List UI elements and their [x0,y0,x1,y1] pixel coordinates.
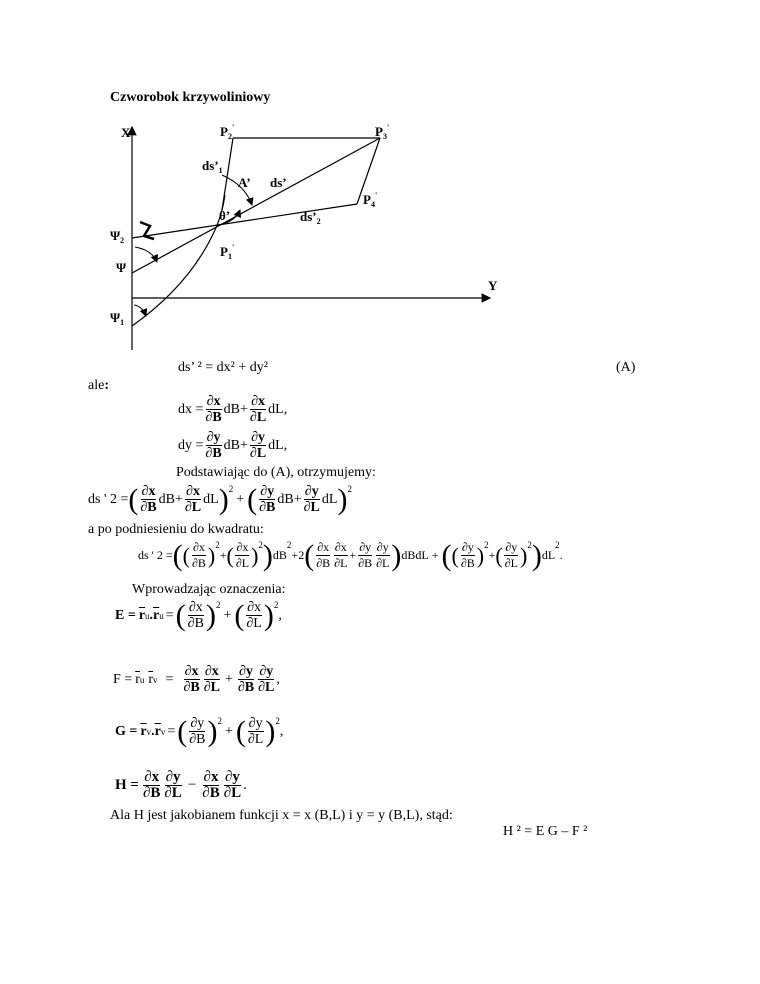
equation-h: H = $\frac{\partial x}{\partial B}$ $\frac{\partial y}{\partial L}$ − $\frac{\partial x}{\partial B}$ $\frac{\partial y}{\partial L}$ . [115,769,247,801]
angle-arc-psi1 [134,305,146,316]
label-ds: ds’ [270,175,287,190]
label-p4: $P_4'$ [363,191,378,209]
curve-psi1 [132,195,225,326]
label-ds2: $ds’_2$ [300,209,321,226]
label-a: A’ [238,175,251,190]
ale-label: ale: [88,378,109,393]
diagonal-ds [132,138,380,273]
label-x: X [121,125,131,140]
equation-g: G = $\overline{r}$ v . $\overline{r}$ v = ( $\frac{\partial y}{\partial B}$ ) $^2$ + ( $\frac{\partial y}{\partial L}$ ) $^2$ , [115,714,284,748]
introducing-text: Wprowadzając oznaczenia: [132,582,286,597]
label-y: Y [488,278,498,293]
label-theta: θ’ [219,208,231,223]
final-equation: H ² = E G – F ² [503,824,588,839]
jacobian-text: Ala H jest jakobianem funkcji x = x (B,L) i y = y (B,L), stąd: [110,808,453,823]
equation-a-tag: (A) [616,360,636,375]
after-square-text: a po podniesieniu do kwadratu: [88,522,264,537]
side-p1-p2 [222,138,233,210]
label-p1: $P_1'$ [220,243,235,261]
label-ds1: $ds’_1$ [202,158,223,175]
side-ds2 [132,204,357,238]
equation-dy: dy = $\frac{\partial y}{\partial B}$ dB+ $\frac{\partial y}{\partial L}$ dL, [178,430,288,461]
substituting-text: Podstawiając do (A), otrzymujemy: [176,465,376,480]
equation-f: F = $\overline{r}$ u $\overline{r}$ v = $\frac{\partial x}{\partial B}$ $\frac{\partial x}{\partial L}$ + $\frac{\partial y}{\partial B}$ $\frac{\partial y}{\partial L}$ , [113,664,280,695]
label-psi2: $\Psi_2$ [110,228,125,245]
equation-a: ds’ ² = dx² + dy² [178,360,268,375]
label-psi: Ψ [116,260,127,275]
equation-expanded: ds ' 2 = ( ( $\frac{\partial x}{\partial B}$ ) $^2$ + ( $\frac{\partial x}{\partial L}$ ) $^2$ ) dB $^2$ +2 ( $\frac{\partial x}{\partial B}$ $\frac{\partial x}{\partial L}$ + $\frac{\partial y}{\partial B}$ $\frac{\partial y}{\partial L}$ ) dBdL + ( ( $\frac{\partial y}{\partial B}$ ) $^2$ + ( $\frac{\partial y}{\partial L}$ ) $^2$ ) dL $^2$ . [138,538,563,572]
label-p3: $P_3'$ [375,123,390,141]
label-p2: $P_2'$ [220,123,235,141]
curvilinear-quadrilateral-figure [0,0,760,360]
angle-arc-psi [135,247,157,262]
equation-ds-squared: ds ' 2 = ( $\frac{\partial x}{\partial B}$ dB+ $\frac{\partial x}{\partial L}$ dL ) $^2$ + ( $\frac{\partial y}{\partial B}$ dB+ $\frac{\partial y}{\partial L}$ dL ) $^2$ [88,482,352,516]
equation-dx: dx = $\frac{\partial x}{\partial B}$ dB+ $\frac{\partial x}{\partial L}$ dL, [178,394,288,425]
label-psi1: $\Psi_1$ [110,310,125,327]
equation-e: E = $\overline{r}$ u . $\overline{r}$ u = ( $\frac{\partial x}{\partial B}$ ) $^2$ + ( $\frac{\partial x}{\partial L}$ ) $^2$ , [115,598,282,632]
page-title: Czworobok krzywoliniowy [110,90,271,105]
